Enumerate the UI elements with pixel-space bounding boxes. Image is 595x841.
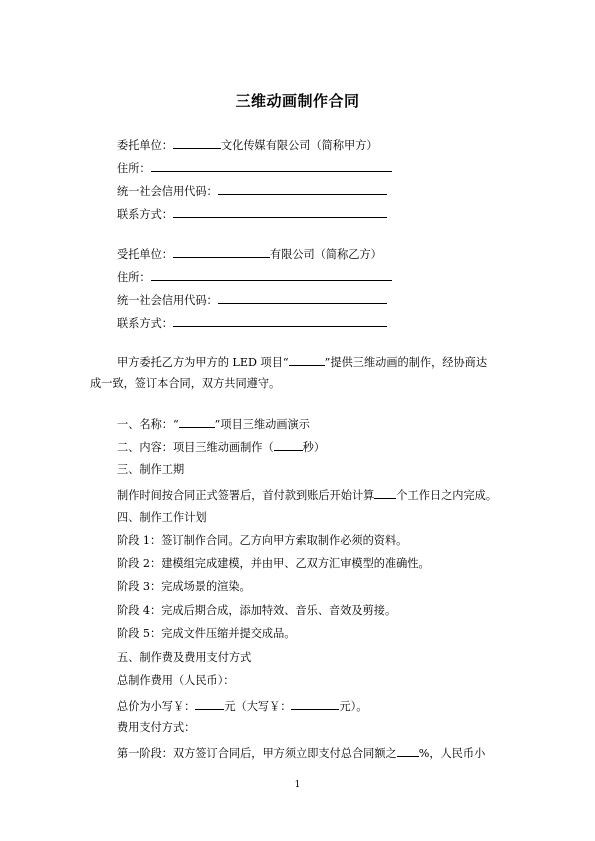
- section-name-text-a: 一、名称：“: [117, 418, 179, 431]
- section-plan-heading: 四、制作工作计划: [117, 511, 207, 524]
- party-a-unit-blank[interactable]: [173, 137, 221, 149]
- price-uppercase-blank[interactable]: [291, 698, 339, 710]
- page-title: 三维动画制作合同: [235, 92, 360, 110]
- stage-3: 阶段 3：完成场景的渲染。: [117, 580, 251, 593]
- page-number: 1: [294, 780, 301, 790]
- intro-text-b: ”提供三维动画的制作，经协商达: [324, 356, 488, 369]
- party-b-contact-label: 联系方式：: [117, 317, 173, 330]
- party-a-address-blank[interactable]: [151, 160, 392, 172]
- party-a-address-label: 住所：: [117, 162, 151, 175]
- party-b-address-line: [117, 269, 392, 285]
- section-period-text: [117, 487, 497, 503]
- party-b-address-blank[interactable]: [151, 269, 392, 281]
- party-a-address-line: [117, 160, 392, 176]
- party-a-contact-label: 联系方式：: [117, 208, 173, 221]
- workdays-blank[interactable]: [374, 487, 396, 499]
- stage-5: 阶段 5：完成文件压缩并提交成品。: [117, 627, 296, 640]
- party-b-credit-label: 统一社会信用代码：: [117, 294, 218, 307]
- total-price-text-a: 总价为小写￥：: [117, 700, 196, 713]
- phase-1-text-b: %，人民币小: [418, 747, 486, 760]
- phase-1-percent-blank[interactable]: [397, 745, 419, 757]
- intro-text-a: 甲方委托乙方为甲方的 LED 项目“: [117, 356, 289, 369]
- section-fee-heading: 五、制作费及费用支付方式: [117, 651, 252, 664]
- intro-line-1: [117, 354, 487, 370]
- stage-2: 阶段 2：建模组完成建模，并由甲、乙双方汇审模型的准确性。: [117, 557, 430, 570]
- phase-1-line: [117, 745, 485, 761]
- party-b-contact-line: [117, 315, 387, 331]
- total-price-text-b: 元（大写￥：: [224, 700, 292, 713]
- period-text-a: 制作时间按合同正式签署后，首付款到账后开始计算: [117, 489, 375, 502]
- party-a-credit-label: 统一社会信用代码：: [117, 185, 218, 198]
- party-b-unit-blank[interactable]: [173, 246, 270, 258]
- party-b-unit-label: 受托单位：: [117, 248, 173, 261]
- total-price-line: [117, 698, 367, 714]
- party-a-unit-label: 委托单位：: [117, 139, 173, 152]
- party-a-unit-line: [117, 137, 378, 153]
- party-b-credit-line: [117, 292, 387, 308]
- party-b-unit-line: [117, 246, 382, 262]
- seconds-blank[interactable]: [274, 439, 303, 451]
- section-name: [117, 416, 310, 432]
- party-a-contact-blank[interactable]: [173, 206, 387, 218]
- project-name-blank[interactable]: [289, 354, 325, 366]
- period-text-b: 个工作日之内完成。: [396, 489, 498, 502]
- total-fee-label: 总制作费用（人民币）：: [117, 674, 235, 687]
- section-content-text-b: 秒）: [302, 441, 326, 454]
- party-b-contact-blank[interactable]: [173, 315, 387, 327]
- party-b-unit-suffix: 有限公司（简称乙方）: [269, 248, 382, 261]
- section-period-heading: 三、制作工期: [117, 463, 185, 476]
- section-content: [117, 439, 325, 455]
- payment-method-label: 费用支付方式：: [117, 721, 196, 734]
- section-content-text-a: 二、内容：项目三维动画制作（: [117, 441, 274, 454]
- party-b-address-label: 住所：: [117, 271, 151, 284]
- party-a-credit-line: [117, 183, 387, 199]
- party-a-contact-line: [117, 206, 387, 222]
- stage-1: 阶段 1：签订制作合同。乙方向甲方索取制作必须的资料。: [117, 534, 408, 547]
- stage-4: 阶段 4：完成后期合成，添加特效、音乐、音效及剪接。: [117, 604, 397, 617]
- total-price-text-c: 元）。: [339, 700, 368, 713]
- section-name-text-b: ”项目三维动画演示: [214, 418, 310, 431]
- party-a-credit-blank[interactable]: [218, 183, 387, 195]
- party-a-unit-suffix: 文化传媒有限公司（简称甲方）: [220, 139, 378, 152]
- phase-1-text-a: 第一阶段：双方签订合同后，甲方须立即支付总合同额之: [117, 747, 397, 760]
- section-name-blank[interactable]: [179, 416, 215, 428]
- price-lowercase-blank[interactable]: [195, 698, 224, 710]
- intro-line-2: 成一致，签订本合同，双方共同遵守。: [90, 377, 281, 390]
- party-b-credit-blank[interactable]: [218, 292, 387, 304]
